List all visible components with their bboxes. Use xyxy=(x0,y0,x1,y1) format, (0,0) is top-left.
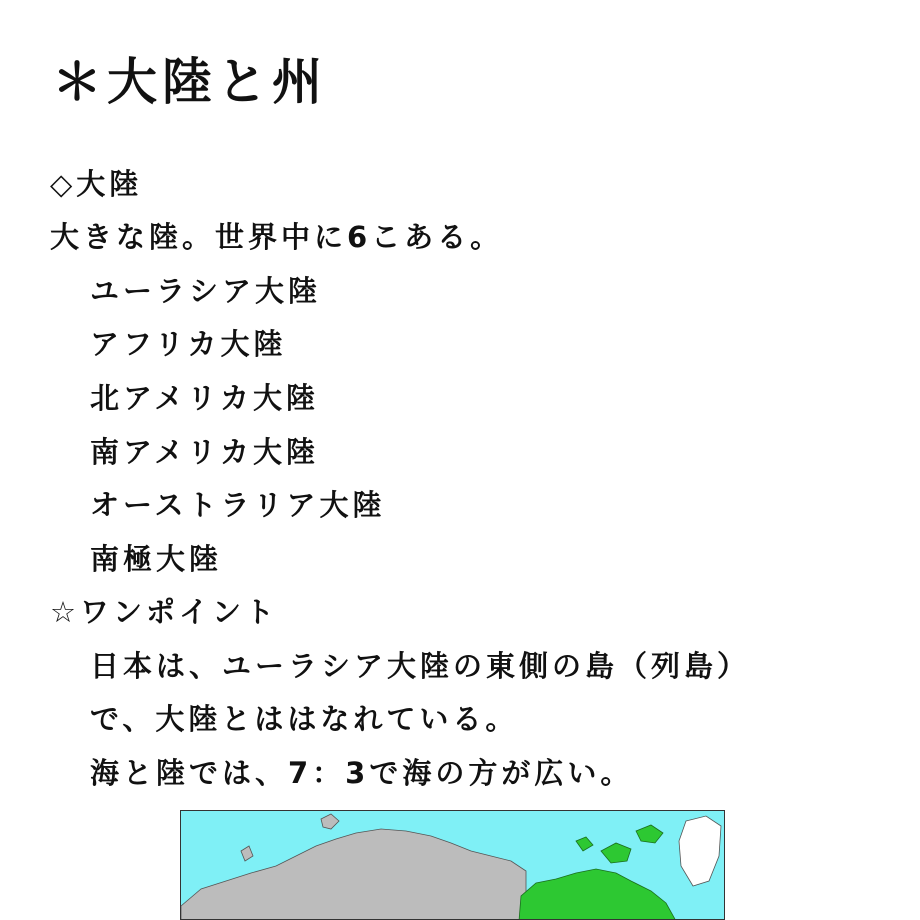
continent-item: ユーラシア大陸 xyxy=(90,274,322,308)
tip-heading: ☆ワンポイント xyxy=(50,595,278,629)
continent-item: 南極大陸 xyxy=(90,542,223,576)
tip-line: 日本は、ユーラシア大陸の東側の島（列島） xyxy=(90,649,751,683)
continent-item: オーストラリア大陸 xyxy=(90,488,386,522)
world-map-graphic xyxy=(181,811,725,920)
continent-description: 大きな陸。世界中に6こある。 xyxy=(50,220,504,254)
tip-line: で、大陸とははなれている。 xyxy=(90,702,519,736)
continent-item: 南アメリカ大陸 xyxy=(90,435,319,469)
page-title: ＊大陸と州 xyxy=(52,53,327,111)
continent-item: 北アメリカ大陸 xyxy=(90,381,319,415)
continent-heading: ◇大陸 xyxy=(50,167,143,201)
continent-item: アフリカ大陸 xyxy=(90,327,287,361)
tip-line: 海と陸では、7：3で海の方が広い。 xyxy=(90,756,634,790)
world-map xyxy=(180,810,725,920)
